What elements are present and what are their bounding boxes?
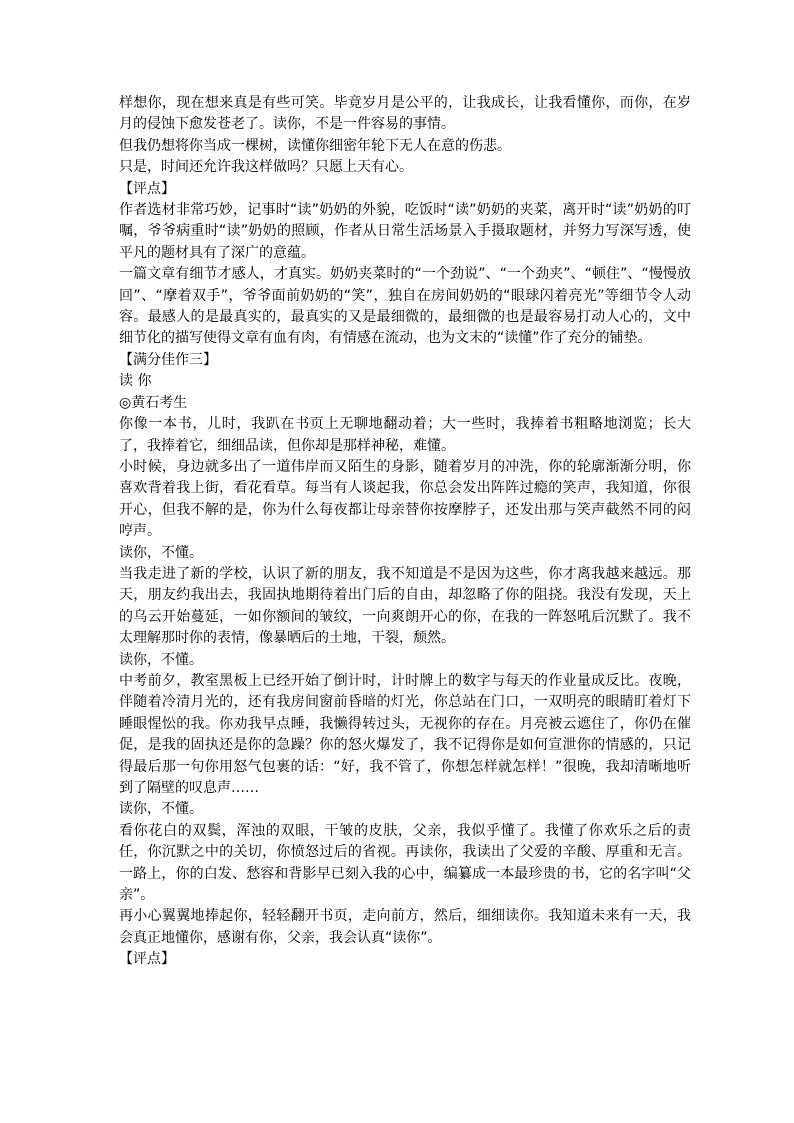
paragraph: 只是，时间还允许我这样做吗？只愿上天有心。 [119, 159, 413, 176]
paragraph: 看你花白的双鬓，浑浊的双眼，干皱的皮肤，父亲，我似乎懂了。我懂了你欢乐之后的责任，你沉默之中的关切，你愤怒过后的省视。再读你，我读出了父爱的辛酸、厚重和无言。一路上，你的白发、愁容和背影早已刻入我的心中，编纂成一本最珍贵的书，它的名字叫“父亲”。 [119, 822, 691, 904]
section-heading-comment: 【评点】 [119, 180, 175, 197]
essay-author: ◎黄石考生 [119, 394, 188, 411]
paragraph: 当我走进了新的学校，认识了新的朋友，我不知道是不是因为这些，你才离我越来越远。那天，朋友约我出去，我固执地期待着出门后的自由，却忽略了你的阻挠。我没有发现，天上的乌云开始蔓延，一如你额间的皱纹，一向爽朗开心的你，在我的一阵怒吼后沉默了。我不太理解那时你的表情，像暴晒后的土地，干裂，颓然。 [119, 565, 691, 647]
paragraph: 你像一本书，儿时，我趴在书页上无聊地翻动着；大一些时，我捧着书粗略地浏览；长大了，我捧着它，细细品读，但你却是那样神秘，难懂。 [119, 416, 691, 454]
paragraph-refrain: 读你，不懂。 [119, 651, 203, 668]
paragraph: 中考前夕，教室黑板上已经开始了倒计时，计时牌上的数字与每天的作业量成反比。夜晚，伴随着冷清月光的，还有我房间窗前昏暗的灯光，你总站在门口，一双明亮的眼睛盯着灯下睡眼惺忪的我。你劝我早点睡，我懒得转过头，无视你的存在。月亮被云遮住了，你仍在催促，是我的固执还是你的急躁？你的怒火爆发了，我不记得你是如何宣泄你的情感的，只记得最后那一句你用怒气包裹的话：“好，我不管了，你想怎样就怎样！”很晚，我却清晰地听到了隔壁的叹息声…… [119, 672, 691, 796]
document-body [119, 93, 691, 971]
paragraph: 一篇文章有细节才感人，才真实。奶奶夹菜时的“一个劲说”、“一个劲夹”、“顿住”、“慢慢放回”、“摩着双手”，爷爷面前奶奶的“笑”，独自在房间奶奶的“眼球闪着亮光”等细节令人动容。最感人的是最真实的，最真实的又是最细微的，最细微的也是最容易打动人心的，文中细节化的描写使得文章有血有肉，有情感在流动，也为文末的“读懂”作了充分的铺垫。 [119, 266, 691, 347]
paragraph: 小时候，身边就多出了一道伟岸而又陌生的身影，随着岁月的冲洗，你的轮廓渐渐分明，你喜欢背着我上街，看花看草。每当有人谈起我，你总会发出阵阵过瘾的笑声，我知道，你很开心，但我不解的是，你为什么每夜都让母亲替你按摩脖子，还发出那与笑声截然不同的闷哼声。 [119, 458, 691, 540]
paragraph-continued-essay: 样想你，现在想来真是有些可笑。毕竟岁月是公平的，让我成长，让我看懂你，而你，在岁月的侵蚀下愈发苍老了。读你，不是一件容易的事情。 [119, 95, 691, 133]
paragraph: 作者选材非常巧妙，记事时“读”奶奶的外貌，吃饭时“读”奶奶的夹菜，离开时“读”奶奶的叮嘱，爷爷病重时“读”奶奶的照顾，作者从日常生活场景入手摄取题材，并努力写深写透，使平凡的题材具有了深广的意蕴。 [119, 202, 691, 261]
section-heading-comment: 【评点】 [119, 951, 175, 968]
paragraph: 再小心翼翼地捧起你，轻轻翻开书页，走向前方，然后，细细读你。我知道未来有一天，我会真正地懂你，感谢有你，父亲，我会认真“读你”。 [119, 908, 691, 946]
paragraph-refrain: 读你，不懂。 [119, 801, 203, 818]
paragraph-refrain: 读你，不懂。 [119, 544, 203, 561]
essay-title: 读 你 [119, 373, 152, 390]
paragraph: 但我仍想将你当成一棵树，读懂你细密年轮下无人在意的伤悲。 [119, 137, 511, 154]
section-heading-essay-three: 【满分佳作三】 [119, 351, 217, 368]
